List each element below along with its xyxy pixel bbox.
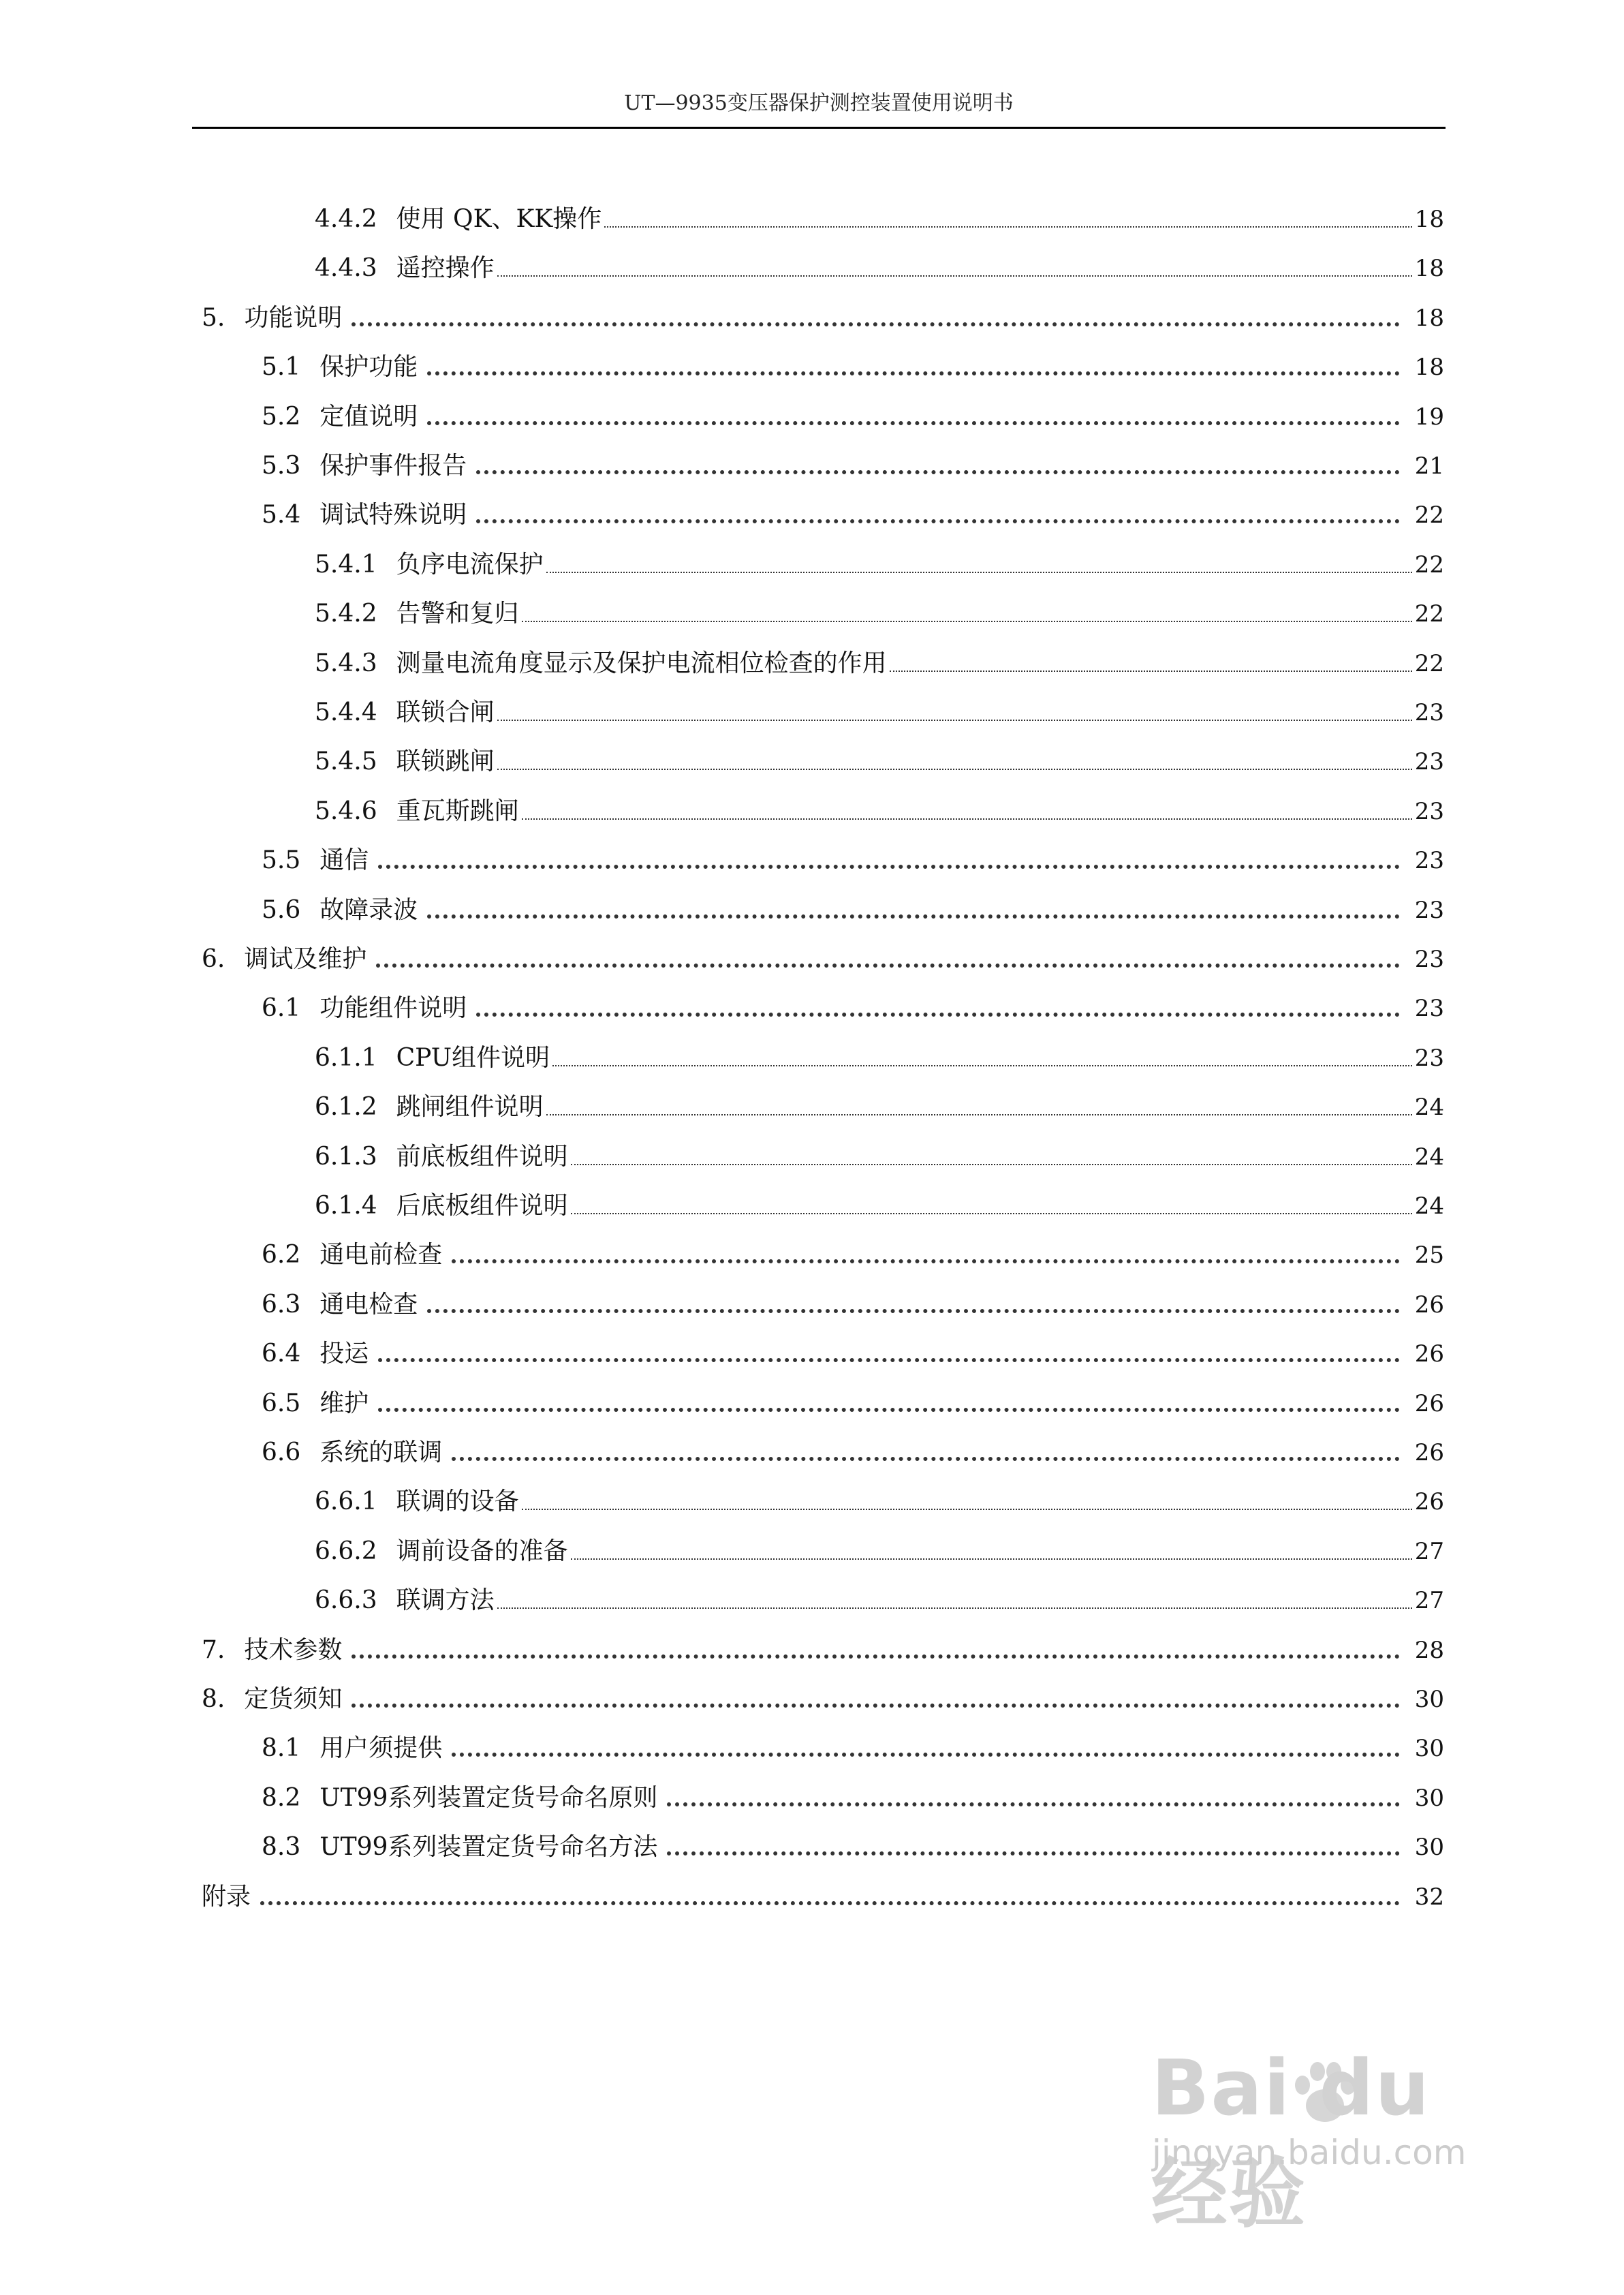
toc-entry[interactable] [202, 294, 1444, 332]
toc-dot-leader [352, 1654, 1399, 1659]
toc-entry-title: 负序电流保护 [396, 550, 544, 579]
toc-dot-leader [427, 1309, 1399, 1313]
toc-dot-leader [890, 671, 1412, 672]
toc-entry-number: 5.4 [262, 501, 301, 529]
toc-entry-page: 26 [1414, 1389, 1444, 1417]
toc-dot-leader [571, 1213, 1412, 1214]
toc-entry-title: 重瓦斯跳闸 [396, 797, 519, 825]
toc-dot-leader [546, 1114, 1412, 1115]
toc-dot-leader [667, 1802, 1399, 1806]
toc-dot-leader [352, 322, 1399, 326]
toc-dot-leader [352, 1704, 1399, 1708]
toc-entry-number: 4.4.2 [315, 205, 377, 233]
toc-dot-leader [497, 275, 1412, 277]
toc-entry-page: 30 [1414, 1784, 1444, 1812]
toc-entry-title: CPU组件说明 [396, 1043, 550, 1072]
toc-entry-number: 6.6.1 [315, 1488, 377, 1516]
toc-entry-page: 27 [1414, 1587, 1444, 1615]
toc-entry[interactable] [202, 1873, 1444, 1911]
toc-entry[interactable] [262, 836, 1444, 874]
toc-entry-title: 联调方法 [396, 1586, 495, 1615]
toc-entry[interactable] [202, 1675, 1444, 1713]
toc-entry-page: 23 [1414, 995, 1444, 1023]
toc-entry-title: UT99系列装置定货号命名方法 [319, 1833, 658, 1862]
toc-entry-title: 调试及维护 [244, 945, 367, 973]
toc-entry-page: 25 [1414, 1242, 1444, 1269]
toc-entry-page: 22 [1414, 502, 1444, 529]
toc-entry-title: 维护 [319, 1389, 369, 1417]
toc-dot-leader [378, 865, 1399, 869]
toc-entry-number: 6.1.1 [315, 1043, 377, 1072]
document-header-title: UT—9935变压器保护测控装置使用说明书 [624, 91, 1014, 115]
toc-dot-leader [552, 1065, 1412, 1066]
toc-entry[interactable] [262, 491, 1444, 529]
toc-entry-page: 23 [1414, 797, 1444, 825]
toc-entry[interactable] [262, 1231, 1444, 1269]
toc-dot-leader [452, 1457, 1399, 1461]
toc-dot-leader [476, 470, 1399, 474]
toc-entry-page: 30 [1414, 1834, 1444, 1862]
toc-dot-leader [378, 1358, 1399, 1362]
toc-entry-page: 23 [1414, 946, 1444, 973]
toc-entry[interactable] [262, 1774, 1444, 1812]
toc-entry-page: 22 [1414, 600, 1444, 628]
toc-dot-leader [378, 1408, 1399, 1412]
toc-entry[interactable] [262, 1280, 1444, 1319]
toc-entry-title: 联锁跳闸 [396, 748, 495, 776]
toc-entry-title: 调前设备的准备 [396, 1537, 568, 1565]
toc-entry-number: 5.4.4 [315, 698, 377, 726]
toc-entry-page: 30 [1414, 1686, 1444, 1713]
toc-entry-page: 18 [1414, 206, 1444, 233]
toc-entry-page: 19 [1414, 403, 1444, 431]
toc-entry[interactable] [262, 1428, 1444, 1466]
toc-entry-number: 4.4.3 [315, 254, 377, 283]
toc-entry-page: 26 [1414, 1291, 1444, 1319]
toc-entry-title: 跳闸组件说明 [396, 1093, 544, 1122]
toc-entry-title: 后底板组件说明 [396, 1192, 568, 1220]
toc-entry[interactable] [262, 1724, 1444, 1762]
toc-dot-leader [522, 818, 1412, 820]
toc-entry-number: 6.5 [262, 1389, 301, 1417]
toc-entry-title: 附录 [202, 1882, 251, 1911]
toc-entry-page: 22 [1414, 649, 1444, 677]
toc-entry[interactable] [315, 639, 1444, 677]
toc-entry-page: 28 [1414, 1636, 1444, 1664]
toc-entry-page: 27 [1414, 1537, 1444, 1565]
toc-dot-leader [546, 572, 1412, 573]
toc-entry-title: 定值说明 [319, 402, 418, 431]
toc-entry[interactable] [262, 442, 1444, 480]
toc-entry-title: 通信 [319, 846, 369, 875]
toc-entry[interactable] [202, 1626, 1444, 1664]
toc-entry-number: 8.2 [262, 1783, 301, 1812]
toc-entry-title: UT99系列装置定货号命名原则 [319, 1783, 658, 1812]
toc-entry-title: 系统的联调 [319, 1438, 443, 1466]
toc-entry-page: 24 [1414, 1143, 1444, 1171]
toc-dot-leader [476, 1013, 1399, 1017]
toc-entry-page: 26 [1414, 1340, 1444, 1368]
toc-entry[interactable] [315, 244, 1444, 282]
toc-entry-number: 6.1.4 [315, 1192, 377, 1220]
toc-dot-leader [260, 1901, 1400, 1905]
watermark-logo-text: Bai du 经验 [1151, 2044, 1431, 2238]
toc-entry-number: 5.4.3 [315, 649, 377, 677]
toc-entry[interactable] [262, 886, 1444, 924]
toc-entry-page: 26 [1414, 1439, 1444, 1466]
toc-entry-number: 6.2 [262, 1241, 301, 1269]
toc-entry-page: 21 [1414, 452, 1444, 480]
toc-entry-title: 用户须提供 [319, 1734, 443, 1763]
toc-entry[interactable] [262, 1823, 1444, 1861]
toc-entry-title: 告警和复归 [396, 600, 519, 628]
toc-entry-title: 使用 QK、KK操作 [396, 205, 602, 233]
toc-entry-title: 投运 [319, 1340, 369, 1368]
toc-entry-page: 18 [1414, 255, 1444, 283]
toc-dot-leader [497, 769, 1412, 770]
toc-entry[interactable] [315, 540, 1444, 579]
toc-entry-number: 6.6.2 [315, 1537, 377, 1565]
toc-dot-leader [376, 964, 1399, 968]
toc-entry[interactable] [315, 1182, 1444, 1220]
toc-entry-number: 5.4.6 [315, 797, 377, 825]
toc-entry-page: 24 [1414, 1192, 1444, 1220]
toc-entry-title: 测量电流角度显示及保护电流相位检查的作用 [396, 649, 887, 677]
toc-dot-leader [497, 1607, 1412, 1609]
toc-entry-number: 5.5 [262, 846, 301, 875]
toc-entry-title: 联调的设备 [396, 1488, 519, 1516]
toc-entry-page: 24 [1414, 1094, 1444, 1122]
toc-entry-page: 22 [1414, 551, 1444, 579]
toc-entry-page: 23 [1414, 699, 1444, 726]
toc-entry[interactable] [262, 984, 1444, 1022]
toc-entry-number: 5.6 [262, 895, 301, 924]
toc-entry[interactable] [315, 787, 1444, 825]
toc-dot-leader [452, 1753, 1399, 1757]
toc-entry-number: 5. [202, 303, 225, 332]
toc-entry[interactable] [315, 195, 1444, 233]
toc-entry-title: 前底板组件说明 [396, 1142, 568, 1171]
toc-entry-number: 5.4.2 [315, 600, 377, 628]
toc-entry[interactable] [262, 392, 1444, 431]
toc-entry-page: 23 [1414, 748, 1444, 776]
toc-entry[interactable] [315, 1083, 1444, 1121]
toc-entry-page: 23 [1414, 847, 1444, 875]
toc-entry-number: 6.6 [262, 1438, 301, 1466]
toc-entry-number: 5.3 [262, 452, 301, 480]
toc-entry[interactable] [315, 1034, 1444, 1072]
toc-entry[interactable] [202, 935, 1444, 973]
toc-entry-title: 功能组件说明 [319, 994, 467, 1023]
toc-entry-number: 6.1.2 [315, 1093, 377, 1122]
toc-entry-title: 定货须知 [244, 1685, 343, 1713]
toc-entry[interactable] [262, 1329, 1444, 1368]
toc-entry[interactable] [262, 343, 1444, 381]
toc-entry-number: 5.1 [262, 353, 301, 382]
toc-dot-leader [571, 1164, 1412, 1165]
toc-entry[interactable] [315, 737, 1444, 775]
toc-entry-title: 保护事件报告 [319, 452, 467, 480]
toc-entry-title: 调试特殊说明 [319, 501, 467, 529]
toc-entry-title: 通电前检查 [319, 1241, 443, 1269]
toc-entry-page: 18 [1414, 304, 1444, 332]
toc-entry-page: 18 [1414, 354, 1444, 382]
baidu-jingyan-watermark [1151, 2031, 1533, 2238]
toc-entry-number: 8.1 [262, 1734, 301, 1763]
toc-dot-leader [427, 421, 1399, 425]
toc-entry-number: 6.1 [262, 994, 301, 1023]
toc-dot-leader [427, 371, 1399, 375]
toc-entry-title: 遥控操作 [396, 254, 495, 283]
toc-entry[interactable] [315, 1477, 1444, 1515]
toc-entry-page: 23 [1414, 1044, 1444, 1072]
toc-entry-title: 通电检查 [319, 1290, 418, 1319]
toc-entry-number: 6.1.3 [315, 1142, 377, 1171]
toc-entry-page: 32 [1414, 1883, 1444, 1911]
toc-entry-number: 5.2 [262, 402, 301, 431]
toc-dot-leader [497, 720, 1412, 721]
toc-entry[interactable] [315, 1133, 1444, 1171]
toc-entry-page: 30 [1414, 1735, 1444, 1763]
toc-dot-leader [522, 621, 1412, 622]
toc-dot-leader [427, 914, 1399, 919]
toc-entry-title: 功能说明 [244, 303, 343, 332]
toc-dot-leader [522, 1509, 1412, 1510]
toc-entry[interactable] [262, 1379, 1444, 1417]
toc-dot-leader [667, 1851, 1399, 1855]
toc-dot-leader [452, 1259, 1399, 1263]
toc-dot-leader [571, 1558, 1412, 1560]
toc-entry-title: 联锁合闸 [396, 698, 495, 726]
toc-entry-page: 23 [1414, 896, 1444, 924]
toc-entry-number: 5.4.5 [315, 748, 377, 776]
watermark-url: jingyan.baidu.com [1152, 2133, 1467, 2172]
toc-entry-title: 故障录波 [319, 895, 418, 924]
toc-entry-page: 26 [1414, 1488, 1444, 1516]
toc-entry[interactable] [315, 1527, 1444, 1565]
toc-entry-title: 保护功能 [319, 353, 418, 382]
toc-dot-leader [476, 519, 1399, 523]
toc-entry-number: 6.3 [262, 1290, 301, 1319]
toc-entry[interactable] [315, 1576, 1444, 1614]
toc-entry[interactable] [315, 589, 1444, 628]
toc-entry-title: 技术参数 [244, 1635, 343, 1664]
toc-dot-leader [604, 226, 1411, 228]
toc-entry-number: 6.4 [262, 1340, 301, 1368]
toc-entry[interactable] [315, 688, 1444, 726]
toc-entry-number: 8.3 [262, 1833, 301, 1862]
toc-entry-number: 7. [202, 1635, 225, 1664]
toc-entry-number: 6.6.3 [315, 1586, 377, 1615]
toc-entry-number: 5.4.1 [315, 550, 377, 579]
toc-entry-number: 8. [202, 1685, 225, 1713]
toc-entry-number: 6. [202, 945, 225, 973]
